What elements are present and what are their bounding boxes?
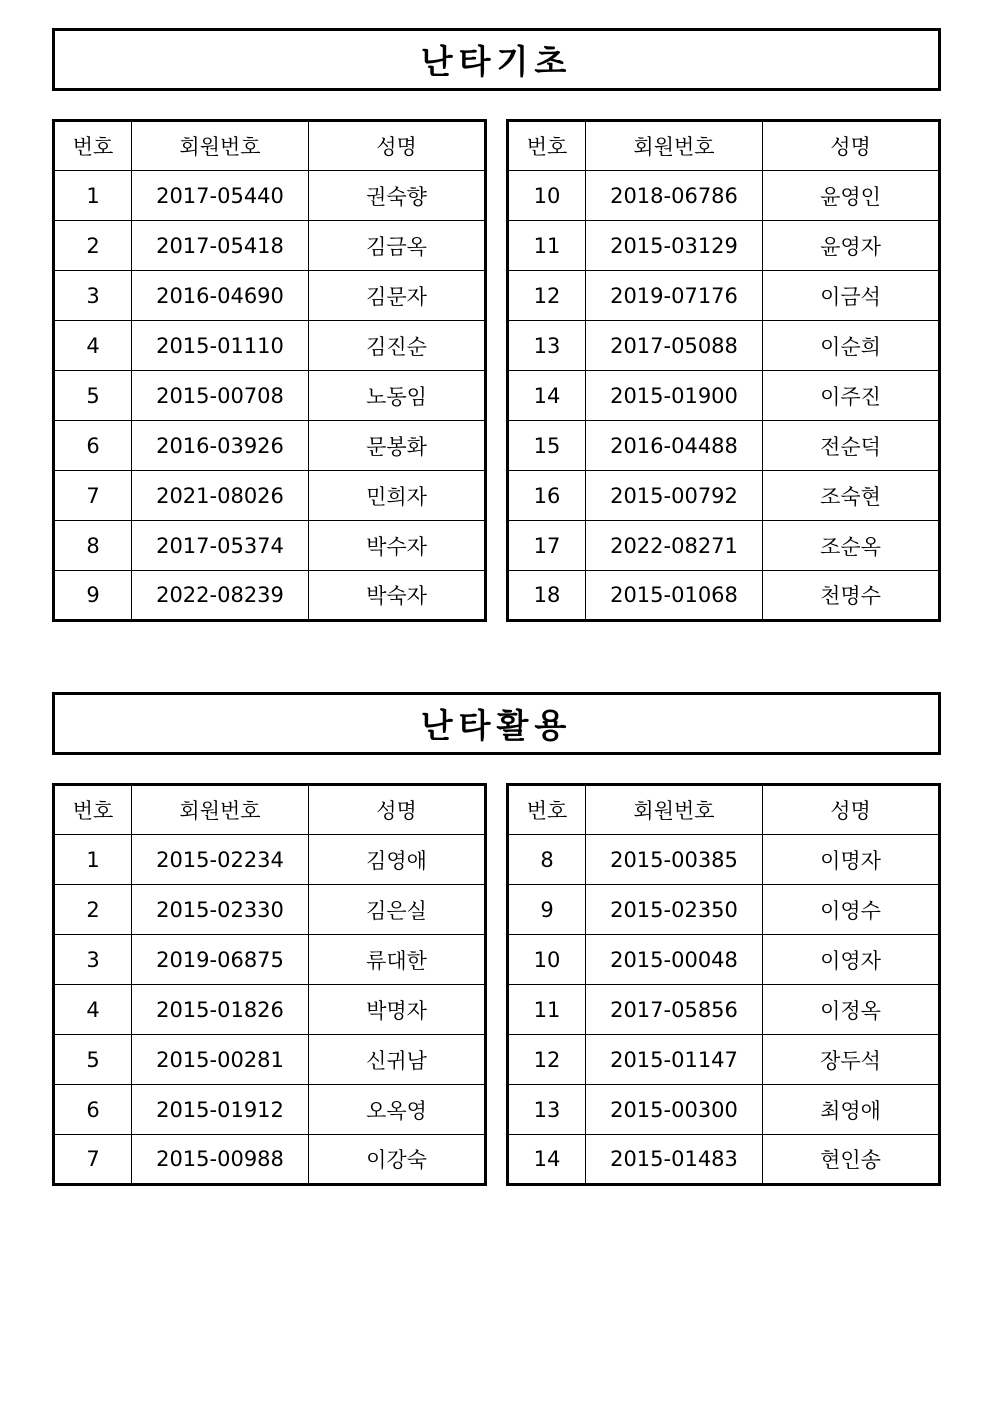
cell-member-id: 2017-05440 — [132, 171, 309, 221]
cell-no: 2 — [54, 221, 132, 271]
cell-name: 이명자 — [763, 835, 940, 885]
cell-member-id: 2015-03129 — [586, 221, 763, 271]
cell-member-id: 2017-05856 — [586, 985, 763, 1035]
header-no: 번호 — [54, 785, 132, 835]
table-row — [54, 521, 486, 571]
cell-no: 5 — [54, 371, 132, 421]
cell-name: 천명수 — [763, 571, 940, 621]
cell-no: 6 — [54, 421, 132, 471]
cell-name: 장두석 — [763, 1035, 940, 1085]
table-row — [508, 885, 940, 935]
cell-member-id: 2015-01110 — [132, 321, 309, 371]
table-row — [508, 1085, 940, 1135]
cell-name: 류대한 — [309, 935, 486, 985]
cell-no: 9 — [54, 571, 132, 621]
table-row — [508, 521, 940, 571]
cell-member-id: 2017-05088 — [586, 321, 763, 371]
table-header-row — [508, 121, 940, 171]
table-row — [54, 985, 486, 1035]
cell-member-id: 2015-00300 — [586, 1085, 763, 1135]
header-no: 번호 — [508, 121, 586, 171]
table-row — [508, 835, 940, 885]
table-row — [54, 271, 486, 321]
header-no: 번호 — [54, 121, 132, 171]
cell-member-id: 2015-00385 — [586, 835, 763, 885]
header-name: 성명 — [309, 121, 486, 171]
table-row — [508, 471, 940, 521]
cell-member-id: 2015-00708 — [132, 371, 309, 421]
table-row — [508, 271, 940, 321]
cell-no: 12 — [508, 271, 586, 321]
cell-no: 15 — [508, 421, 586, 471]
table-row — [508, 985, 940, 1035]
cell-name: 박명자 — [309, 985, 486, 1035]
cell-member-id: 2015-00988 — [132, 1135, 309, 1185]
cell-member-id: 2015-00048 — [586, 935, 763, 985]
table-row — [508, 935, 940, 985]
header-member-id: 회원번호 — [132, 785, 309, 835]
section-title-applied: 난타활용 — [52, 692, 941, 755]
cell-no: 18 — [508, 571, 586, 621]
cell-name: 박수자 — [309, 521, 486, 571]
cell-no: 5 — [54, 1035, 132, 1085]
cell-no: 17 — [508, 521, 586, 571]
cell-member-id: 2017-05418 — [132, 221, 309, 271]
cell-no: 13 — [508, 321, 586, 371]
roster-table-applied-left — [52, 783, 487, 1186]
cell-member-id: 2019-06875 — [132, 935, 309, 985]
cell-no: 2 — [54, 885, 132, 935]
cell-member-id: 2015-01147 — [586, 1035, 763, 1085]
cell-no: 7 — [54, 1135, 132, 1185]
table-row — [54, 371, 486, 421]
cell-name: 최영애 — [763, 1085, 940, 1135]
cell-no: 11 — [508, 985, 586, 1035]
cell-name: 오옥영 — [309, 1085, 486, 1135]
cell-no: 8 — [508, 835, 586, 885]
cell-name: 윤영자 — [763, 221, 940, 271]
cell-name: 김진순 — [309, 321, 486, 371]
cell-member-id: 2016-04488 — [586, 421, 763, 471]
cell-name: 조숙현 — [763, 471, 940, 521]
cell-name: 이순희 — [763, 321, 940, 371]
cell-name: 김금옥 — [309, 221, 486, 271]
table-row — [54, 885, 486, 935]
cell-name: 권숙향 — [309, 171, 486, 221]
cell-name: 노동임 — [309, 371, 486, 421]
cell-member-id: 2021-08026 — [132, 471, 309, 521]
cell-member-id: 2015-00281 — [132, 1035, 309, 1085]
cell-name: 윤영인 — [763, 171, 940, 221]
table-row — [508, 221, 940, 271]
cell-member-id: 2015-02350 — [586, 885, 763, 935]
table-row — [54, 221, 486, 271]
cell-no: 4 — [54, 321, 132, 371]
cell-no: 10 — [508, 935, 586, 985]
cell-no: 11 — [508, 221, 586, 271]
table-row — [54, 571, 486, 621]
table-row — [54, 1085, 486, 1135]
cell-member-id: 2018-06786 — [586, 171, 763, 221]
cell-member-id: 2015-01912 — [132, 1085, 309, 1135]
cell-member-id: 2015-01900 — [586, 371, 763, 421]
header-name: 성명 — [309, 785, 486, 835]
cell-member-id: 2015-01483 — [586, 1135, 763, 1185]
header-member-id: 회원번호 — [132, 121, 309, 171]
cell-member-id: 2017-05374 — [132, 521, 309, 571]
cell-name: 문봉화 — [309, 421, 486, 471]
table-row — [54, 171, 486, 221]
cell-name: 민희자 — [309, 471, 486, 521]
cell-no: 10 — [508, 171, 586, 221]
roster-table-basic-right — [506, 119, 941, 622]
table-row — [508, 421, 940, 471]
cell-no: 7 — [54, 471, 132, 521]
cell-no: 14 — [508, 1135, 586, 1185]
cell-name: 이금석 — [763, 271, 940, 321]
table-row — [508, 571, 940, 621]
cell-member-id: 2015-02330 — [132, 885, 309, 935]
table-header-row — [54, 121, 486, 171]
cell-no: 12 — [508, 1035, 586, 1085]
cell-no: 1 — [54, 835, 132, 885]
table-header-row — [508, 785, 940, 835]
roster-table-basic-left — [52, 119, 487, 622]
table-row — [54, 935, 486, 985]
cell-member-id: 2015-00792 — [586, 471, 763, 521]
table-row — [508, 1135, 940, 1185]
cell-no: 8 — [54, 521, 132, 571]
cell-member-id: 2022-08239 — [132, 571, 309, 621]
cell-name: 이영자 — [763, 935, 940, 985]
cell-name: 이정옥 — [763, 985, 940, 1035]
cell-name: 박숙자 — [309, 571, 486, 621]
cell-name: 김영애 — [309, 835, 486, 885]
cell-member-id: 2019-07176 — [586, 271, 763, 321]
table-row — [54, 1135, 486, 1185]
cell-no: 13 — [508, 1085, 586, 1135]
cell-member-id: 2015-01068 — [586, 571, 763, 621]
header-name: 성명 — [763, 121, 940, 171]
header-no: 번호 — [508, 785, 586, 835]
cell-name: 현인송 — [763, 1135, 940, 1185]
cell-name: 이강숙 — [309, 1135, 486, 1185]
header-member-id: 회원번호 — [586, 121, 763, 171]
cell-no: 4 — [54, 985, 132, 1035]
cell-no: 14 — [508, 371, 586, 421]
table-row — [54, 835, 486, 885]
roster-table-applied-right — [506, 783, 941, 1186]
table-row — [54, 421, 486, 471]
cell-no: 3 — [54, 271, 132, 321]
table-row — [54, 1035, 486, 1085]
table-row — [508, 1035, 940, 1085]
cell-member-id: 2022-08271 — [586, 521, 763, 571]
cell-member-id: 2015-02234 — [132, 835, 309, 885]
cell-name: 신귀남 — [309, 1035, 486, 1085]
cell-no: 16 — [508, 471, 586, 521]
cell-no: 1 — [54, 171, 132, 221]
cell-name: 이주진 — [763, 371, 940, 421]
header-name: 성명 — [763, 785, 940, 835]
cell-no: 3 — [54, 935, 132, 985]
table-header-row — [54, 785, 486, 835]
cell-no: 9 — [508, 885, 586, 935]
cell-name: 김은실 — [309, 885, 486, 935]
cell-name: 김문자 — [309, 271, 486, 321]
table-row — [54, 471, 486, 521]
cell-name: 전순덕 — [763, 421, 940, 471]
cell-name: 조순옥 — [763, 521, 940, 571]
table-row — [508, 371, 940, 421]
cell-member-id: 2016-03926 — [132, 421, 309, 471]
section-title-basic: 난타기초 — [52, 28, 941, 91]
cell-member-id: 2015-01826 — [132, 985, 309, 1035]
table-row — [508, 171, 940, 221]
cell-no: 6 — [54, 1085, 132, 1135]
cell-name: 이영수 — [763, 885, 940, 935]
table-row — [508, 321, 940, 371]
header-member-id: 회원번호 — [586, 785, 763, 835]
table-row — [54, 321, 486, 371]
cell-member-id: 2016-04690 — [132, 271, 309, 321]
